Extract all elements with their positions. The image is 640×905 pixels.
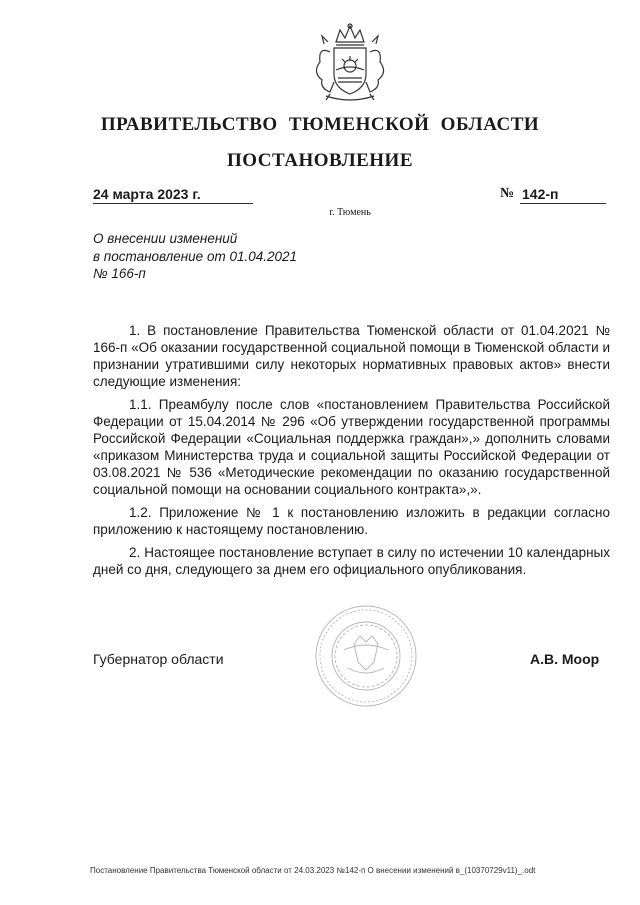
coat-of-arms-icon	[300, 22, 400, 104]
body-paragraph: 2. Настоящее постановление вступает в силу по истечении 10 календарных дней со дня, следующего за днем его официального опубликования.	[93, 545, 610, 577]
document-date: 24 марта 2023 г.	[93, 186, 253, 204]
document-number: 142-п	[520, 186, 606, 204]
subject-line: О внесении изменений	[93, 231, 238, 246]
body-paragraph: 1.2. Приложение № 1 к постановлению изложить в редакции согласно приложению к настоящему постановлению.	[93, 505, 610, 537]
body-paragraph: 1.1. Преамбулу после слов «постановлением Правительства Российской Федерации от 15.04.2014 № 296 «Об утверждении государственной программы Российской Федерации «Социальная поддержка граждан»,» дополнить словами «приказом Министерства труда и социальной защиты Российской Федерации от 03.08.2021 № 536 «Методические рекомендации по оказанию государственной социальной помощи на основании социального контракта»,».	[93, 397, 610, 497]
government-name: ПРАВИТЕЛЬСТВО ТЮМЕНСКОЙ ОБЛАСТИ	[100, 114, 540, 135]
subject-line: № 166-п	[93, 266, 146, 281]
signer-title: Губернатор области	[93, 651, 224, 667]
subject-line: в постановление от 01.04.2021	[93, 248, 298, 264]
document-type-title: ПОСТАНОВЛЕНИЕ	[226, 150, 414, 171]
document-footer: Постановление Правительства Тюменской области от 24.03.2023 №142-п О внесении изменений в_(10370729v11)_.odt	[90, 866, 536, 875]
body-paragraph: 1. В постановление Правительства Тюменской области от 01.04.2021 № 166-п «Об оказании государственной социальной помощи в Тюменской области и признании утратившими силу некоторых нормативных правовых актов» внести следующие изменения:	[93, 323, 610, 389]
document-city: г. Тюмень	[329, 207, 371, 218]
signer-name: А.В. Моор	[530, 651, 600, 667]
official-seal-icon	[314, 604, 418, 708]
document-subject	[93, 230, 353, 283]
document-number-label: №	[500, 186, 515, 201]
document-body	[93, 322, 610, 584]
